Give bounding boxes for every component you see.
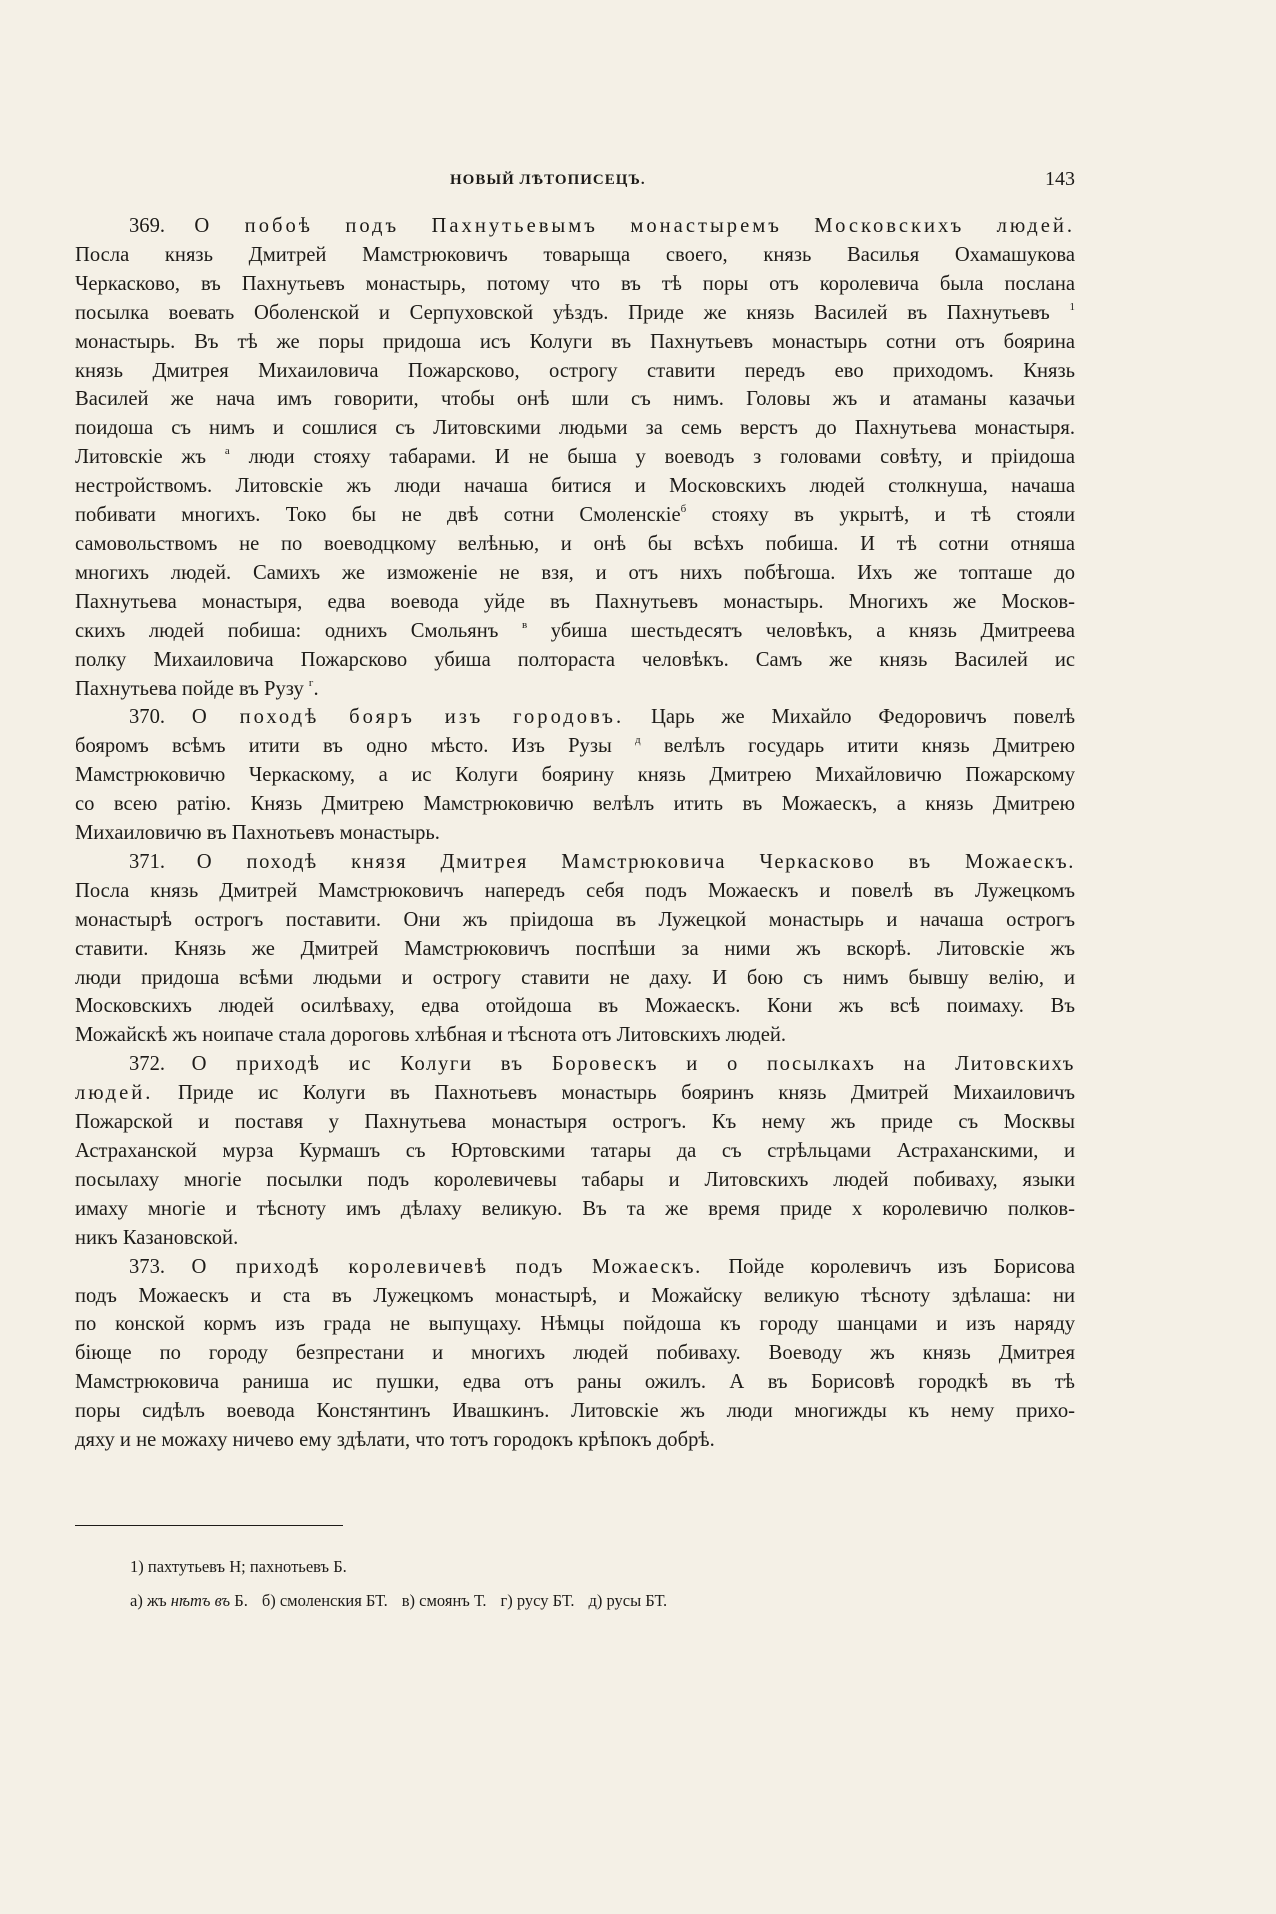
- text-line: самовольствомъ не по воеводцкому велѣнью, и онѣ бы всѣхъ побиша. И тѣ сотни отняша: [75, 532, 1075, 555]
- text-line: Василей же нача имъ говорити, чтобы онѣ шли съ нимъ. Головы жъ и атаманы казачьи: [75, 388, 1075, 411]
- text-segment: бояромъ всѣмъ итити въ одно мѣсто. Изъ Рузы: [75, 735, 612, 758]
- text-line: [75, 848, 1075, 877]
- footnote: в) смоянъ Т.: [401, 1591, 487, 1610]
- text-segment: Литовскіе жъ: [75, 446, 207, 469]
- text-line: Михаиловичю въ Пахнотьевъ монастырь.: [75, 822, 440, 845]
- text-line: подъ Можаескъ и ста въ Лужецкомъ монастырѣ, и Можайску великую тѣсноту здѣлаша: ни: [75, 1284, 1075, 1307]
- chapter-heading: О приходѣ королевичевѣ подъ Можаескъ.: [191, 1255, 702, 1278]
- page-number: 143: [1045, 168, 1075, 190]
- footnote-ref: б: [680, 503, 687, 516]
- footnote-ref: 1: [1069, 300, 1075, 313]
- text-line: князь Дмитрея Михаиловича Пожарсково, острогу ставити передъ ево приходомъ. Князь: [75, 359, 1075, 382]
- text-line: [75, 1050, 1075, 1079]
- text-line: многихъ людей. Самихъ же изможеніе не взя, и отъ нихъ побѣгоша. Ихъ же топташе до: [75, 561, 1075, 584]
- footnotes: [130, 1550, 1030, 1618]
- text-line: монастырь. Въ тѣ же поры придоша исъ Колуги въ Пахнутьевъ монастырь сотни отъ боярина: [75, 330, 1075, 353]
- footnote-ref: д: [635, 734, 641, 747]
- text-segment: стояху въ укрытѣ, и тѣ стояли: [711, 504, 1076, 527]
- chapter-number: 371.: [129, 850, 197, 873]
- text-line: дяху и не можаху ничево ему здѣлати, что тотъ городокъ крѣпокъ добрѣ.: [75, 1429, 715, 1452]
- text-segment: Пахнутьева пойде въ Рузу: [75, 677, 304, 700]
- running-title: НОВЫЙ ЛѢТОПИСЕЦЪ.: [450, 172, 646, 188]
- main-text: [75, 212, 1075, 1455]
- text-line: Пахнутьева монастыря, едва воевода уйде въ Пахнутьевъ монастырь. Многихъ же Москов-: [75, 590, 1075, 613]
- text-line: [75, 703, 1075, 732]
- chapter-number: 372.: [129, 1053, 192, 1076]
- text-line: люди придоша всѣми людьми и острогу ставити не даху. И бою съ нимъ бывшу велію, и: [75, 966, 1075, 989]
- text-line: Мамстрюковичю Черкаскому, а ис Колуги боярину князь Дмитрею Михайловичю Пожарскому: [75, 764, 1075, 787]
- text-line: [75, 212, 1075, 241]
- footnote: а) жъ: [130, 1591, 167, 1610]
- text-line: Мамстрюковича раниша ис пушки, едва отъ раны ожилъ. А въ Борисовѣ городкѣ въ тѣ: [75, 1371, 1075, 1394]
- chapter-number: 370.: [129, 706, 192, 729]
- text-line: [75, 1079, 1075, 1108]
- footnote: Б.: [234, 1591, 248, 1610]
- text-line: со всею ратію. Князь Дмитрею Мамстрюковичю велѣлъ итить въ Можаескъ, а князь Дмитрею: [75, 793, 1075, 816]
- text-segment: скихъ людей побиша: однихъ Смольянъ: [75, 619, 499, 642]
- text-line: поидоша съ нимъ и сошлися съ Литовскими людьми за семь верстъ до Пахнутьева монастыря.: [75, 417, 1075, 440]
- text-line: [75, 501, 1075, 530]
- footnote-ref: в: [521, 618, 528, 631]
- footnote-italic: нѣтъ въ: [170, 1591, 231, 1610]
- text-line: Посла князь Дмитрей Мамстрюковичъ товарыща своего, князь Василья Охамашукова: [75, 243, 1075, 266]
- text-line: никъ Казановской.: [75, 1226, 239, 1249]
- text-line: [75, 299, 1075, 328]
- text-segment: Царь же Михайло Федоровичъ повелѣ: [650, 706, 1076, 729]
- text-line: посылаху многіе посылки подъ королевичевы табары и Литовскихъ людей побиваху, языки: [75, 1168, 1075, 1191]
- page-header: [75, 168, 1075, 198]
- text-segment: Пойде королевичъ изъ Борисова: [728, 1255, 1076, 1278]
- text-line: [75, 443, 1075, 472]
- text-line: Пахнутьева пойде въ Рузу $^г$.: [75, 676, 319, 700]
- text-segment: убиша шестьдесятъ человѣкъ, а князь Дмитреева: [550, 619, 1076, 642]
- text-segment: велѣлъ государь итити князь Дмитрею: [663, 735, 1075, 758]
- text-line: Посла князь Дмитрей Мамстрюковичъ напередъ себя подъ Можаескъ и повелѣ въ Лужецкомъ: [75, 879, 1075, 902]
- footnote-ref: г: [308, 676, 314, 689]
- text-segment: посылка воевать Оболенской и Серпуховской уѣздъ. Приде же князь Василей въ Пахнутьевъ: [75, 301, 1050, 324]
- text-line: Черкасково, въ Пахнутьевъ монастырь, потому что въ тѣ поры отъ королевича была послана: [75, 272, 1075, 295]
- chapter-heading: О походѣ бояръ изъ городовъ.: [191, 706, 625, 729]
- text-line: по конской кормъ изъ града не выпущаху. Нѣмцы пойдоша къ городу шанцами и изъ наряду: [75, 1313, 1075, 1336]
- footnote-divider: [75, 1525, 343, 1526]
- text-line: поры сидѣлъ воевода Констянтинъ Ивашкинъ. Литовскіе жъ люди многижды къ нему прихо-: [75, 1400, 1075, 1423]
- text-line: [75, 617, 1075, 646]
- text-line: [75, 1253, 1075, 1282]
- text-line: біюще по городу безпрестани и многихъ людей побиваху. Воеводу жъ князь Дмитрея: [75, 1342, 1075, 1365]
- chapter-heading: О походѣ князя Дмитрея Мамстрюковича Черкасково въ Можаескъ.: [196, 850, 1075, 873]
- text-line: [75, 732, 1075, 761]
- footnote: д) русы БТ.: [588, 1591, 668, 1610]
- text-line: нестройствомъ. Литовскіе жъ люди начаша битися и Московскихъ людей столкнуша, начаша: [75, 475, 1075, 498]
- footnote-variants: [130, 1584, 1030, 1618]
- chapter-number: 373.: [129, 1255, 192, 1278]
- text-line: ставити. Князь же Дмитрей Мамстрюковичъ поспѣши за ними жъ вскорѣ. Литовскіе жъ: [75, 937, 1075, 960]
- chapter-heading: людей.: [75, 1082, 154, 1105]
- footnote: г) русу БТ.: [500, 1591, 575, 1610]
- text-segment: люди стояху табарами. И не быша у воеводъ з головами совѣту, и пріидоша: [248, 446, 1075, 469]
- chapter-heading: О побоѣ подъ Пахнутьевымъ монастыремъ Московскихъ людей.: [194, 215, 1075, 237]
- text-line: монастырѣ острогъ поставити. Они жъ пріидоша въ Лужецкой монастырь и начаша острогъ: [75, 908, 1075, 931]
- text-line: полку Михаиловича Пожарсково убиша полтораста человѣкъ. Самъ же князь Василей ис: [75, 648, 1075, 671]
- text-line: Пожарской и поставя у Пахнутьева монастыря острогъ. Къ нему жъ приде съ Москвы: [75, 1111, 1075, 1134]
- text-segment: побивати многихъ. Токо бы не двѣ сотни Смоленскіе: [75, 504, 681, 527]
- text-segment: Приде ис Колуги въ Пахнотьевъ монастырь бояринъ князь Дмитрей Михаиловичъ: [177, 1082, 1075, 1105]
- text-line: Московскихъ людей осилѣваху, едва отойдоша въ Можаескъ. Кони жъ всѣ поимаху. Въ: [75, 995, 1075, 1018]
- text-line: имаху многіе и тѣсноту имъ дѣлаху великую. Въ та же время приде х королевичю полков-: [75, 1197, 1075, 1220]
- chapter-heading: О приходѣ ис Колуги въ Боровескъ и о посылкахъ на Литовскихъ: [191, 1053, 1076, 1076]
- footnote: б) смоленския БТ.: [261, 1591, 388, 1610]
- text-line: Можайскѣ жъ ноипаче стала дороговь хлѣбная и тѣснота отъ Литовскихъ людей.: [75, 1024, 787, 1047]
- chapter-number: 369.: [129, 215, 195, 237]
- text-line: Астраханской мурза Курмашъ съ Юртовскими татары да съ стрѣльцами Астраханскими, и: [75, 1140, 1075, 1162]
- footnote-ref: а: [224, 445, 230, 458]
- footnote: 1) пахтутьевъ Н; пахнотьевъ Б.: [130, 1557, 347, 1576]
